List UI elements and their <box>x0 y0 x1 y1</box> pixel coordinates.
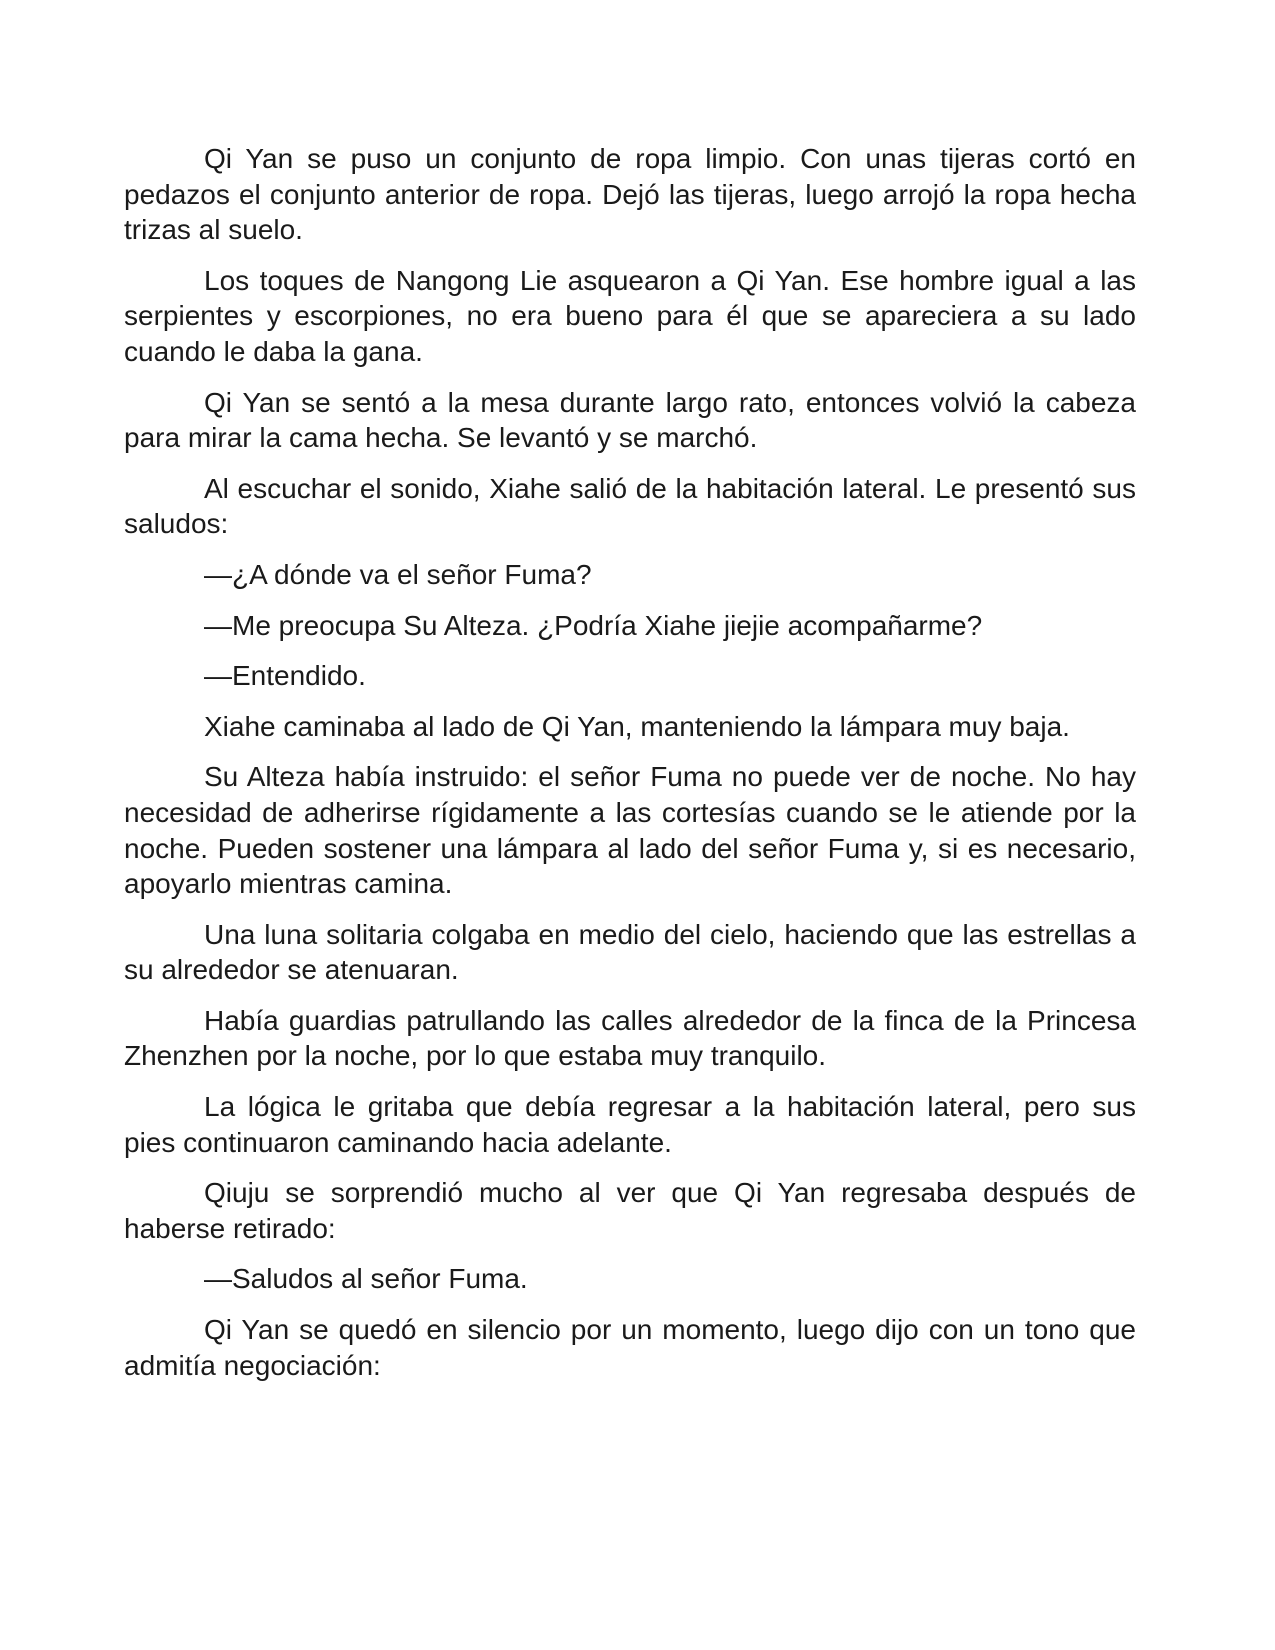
paragraph: Xiahe caminaba al lado de Qi Yan, manteniendo la lámpara muy baja. <box>204 710 1070 742</box>
paragraph: Qi Yan se puso un conjunto de ropa limpio. Con unas tijeras cortó en pedazos el conjunto anterior de ropa. Dejó las tijeras, luego arrojó la ropa hecha trizas al suelo. <box>124 143 1136 246</box>
paragraph: Qi Yan se quedó en silencio por un momento, luego dijo con un tono que admitía negociación: <box>124 1314 1136 1381</box>
paragraph: Su Alteza había instruido: el señor Fuma no puede ver de noche. No hay necesidad de adherirse rígidamente a las cortesías cuando se le atiende por la noche. Pueden sostener una lámpara al lado del señor Fuma y, si es necesario, apoyarlo mientras camina. <box>124 761 1136 900</box>
paragraph: Una luna solitaria colgaba en medio del cielo, haciendo que las estrellas a su alrededor se atenuaran. <box>124 918 1136 986</box>
paragraph: Qiuju se sorprendió mucho al ver que Qi Yan regresaba después de haberse retirado: <box>124 1177 1136 1244</box>
dialogue-line: —¿A dónde va el señor Fuma? <box>204 558 592 590</box>
paragraph: Qi Yan se sentó a la mesa durante largo rato, entonces volvió la cabeza para mirar la cama hecha. Se levantó y se marchó. <box>124 386 1136 454</box>
dialogue-line: —Me preocupa Su Alteza. ¿Podría Xiahe jiejie acompañarme? <box>204 609 983 641</box>
document-page <box>124 141 1136 1398</box>
paragraph: La lógica le gritaba que debía regresar a la habitación lateral, pero sus pies continuaron caminando hacia adelante. <box>124 1091 1136 1158</box>
dialogue-line: —Entendido. <box>204 660 366 692</box>
dialogue-line: —Saludos al señor Fuma. <box>204 1263 528 1295</box>
paragraph: Los toques de Nangong Lie asquearon a Qi Yan. Ese hombre igual a las serpientes y escorpiones, no era bueno para él que se apareciera a su lado cuando le daba la gana. <box>124 264 1136 367</box>
paragraph: Al escuchar el sonido, Xiahe salió de la habitación lateral. Le presentó sus saludos: <box>124 472 1136 540</box>
paragraph: Había guardias patrullando las calles alrededor de la finca de la Princesa Zhenzhen por la noche, por lo que estaba muy tranquilo. <box>124 1004 1136 1072</box>
